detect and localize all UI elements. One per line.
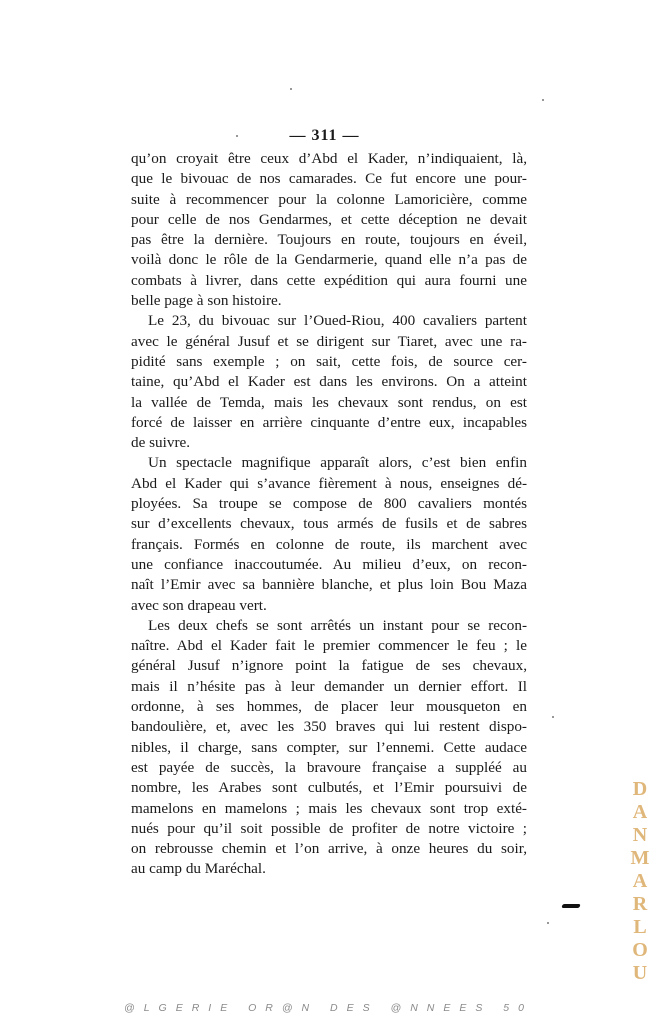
text-line: avec son drapeau vert. xyxy=(131,596,267,614)
text-line: combats à livrer, dans cette expédition qui aura fourni une xyxy=(131,271,527,289)
text-line: au camp du Maréchal. xyxy=(131,860,266,878)
watermark-letter: M xyxy=(630,847,650,869)
text-line: avec le général Jusuf et se dirigent sur Tiaret, avec une ra- xyxy=(131,332,527,350)
text-line: nibles, il charge, sans compter, sur l’ennemi. Cette audace xyxy=(131,738,527,756)
text-line: la vallée de Temda, mais les chevaux sont rendus, on est xyxy=(131,393,527,411)
page-number: — 311 — xyxy=(289,127,360,144)
text-line: mamelons en mamelons ; mais les chevaux sont trop exté- xyxy=(131,799,527,817)
body-text xyxy=(131,149,527,880)
text-line: mais il n’hésite pas à leur demander un dernier effort. Il xyxy=(131,677,527,695)
text-line: pour celle de nos Gendarmes, et cette déception ne devait xyxy=(131,210,527,228)
text-line: suite à recommencer pour la colonne Lamoricière, comme xyxy=(131,190,527,208)
text-line: forcé de laisser en arrière cinquante d’entre eux, incapables xyxy=(131,413,527,431)
watermark-letter: D xyxy=(632,778,648,800)
text-line: nués pour qu’il soit possible de profiter de notre victoire ; xyxy=(131,819,527,837)
text-line: est payée de succès, la bravoure française a suppléé au xyxy=(131,758,527,776)
footer-caption: @LGERIE OR@N DES @NNEES 50 xyxy=(124,1002,533,1014)
text-line: ordonne, à ses hommes, de placer leur mousqueton en xyxy=(131,698,527,716)
watermark-letter: O xyxy=(632,939,648,961)
text-line: Les deux chefs se sont arrêtés un instant pour se recon- xyxy=(148,616,527,634)
speck xyxy=(542,99,544,101)
speck xyxy=(236,135,238,137)
text-line: sur d’excellents chevaux, tous armés de fusils et de sabres xyxy=(131,515,527,533)
text-line: on rebrousse chemin et l’on arrive, à onze heures du soir, xyxy=(131,840,527,858)
text-line: une confiance inaccoutumée. Au milieu d’eux, on recon- xyxy=(131,555,527,573)
text-line: naît l’Emir avec sa bannière blanche, et plus loin Bou Maza xyxy=(131,576,527,594)
text-line: naître. Abd el Kader fait le premier commencer le feu ; le xyxy=(131,637,527,655)
text-line: pidité sans exemple ; on sait, cette fois, de source cer- xyxy=(131,352,527,370)
text-line: général Jusuf n’ignore point la fatigue de ses chevaux, xyxy=(131,657,527,675)
watermark-danmarlou xyxy=(629,778,651,985)
text-line: nombre, les Arabes sont culbutés, et l’Emir poursuivi de xyxy=(131,779,527,797)
text-line: ployées. Sa troupe se compose de 800 cavaliers montés xyxy=(131,495,527,513)
watermark-letter: A xyxy=(632,801,648,823)
speck xyxy=(547,922,549,924)
text-line: qu’on croyait être ceux d’Abd el Kader, n’indiquaient, là, xyxy=(131,150,527,167)
watermark-letter: U xyxy=(632,962,648,984)
watermark-letter: L xyxy=(633,916,647,938)
text-line: Le 23, du bivouac sur l’Oued-Riou, 400 cavaliers partent xyxy=(148,312,527,330)
text-line: taine, qu’Abd el Kader est dans les environs. On a atteint xyxy=(131,373,527,391)
text-line: français. Formés en colonne de route, ils marchent avec xyxy=(131,535,527,553)
text-line: bandoulière, et, avec les 350 braves qui lui restent dispo- xyxy=(131,718,527,736)
text-line: pas être la dernière. Toujours en route, toujours en éveil, xyxy=(131,231,527,249)
watermark-letter: N xyxy=(632,824,648,846)
text-line: de suivre. xyxy=(131,434,191,452)
speck xyxy=(552,716,554,718)
ink-mark xyxy=(561,904,580,908)
text-line: belle page à son histoire. xyxy=(131,292,282,310)
text-line: voilà donc le rôle de la Gendarmerie, quand elle n’a pas de xyxy=(131,251,527,269)
watermark-letter: A xyxy=(632,870,648,892)
text-line: Abd el Kader qui s’avance fièrement à nous, enseignes dé- xyxy=(131,474,527,492)
text-line: Un spectacle magnifique apparaît alors, c’est bien enfin xyxy=(148,454,527,472)
speck xyxy=(290,88,292,90)
watermark-letter: R xyxy=(632,893,648,915)
text-line: que le bivouac de nos camarades. Ce fut encore une pour- xyxy=(131,170,527,188)
